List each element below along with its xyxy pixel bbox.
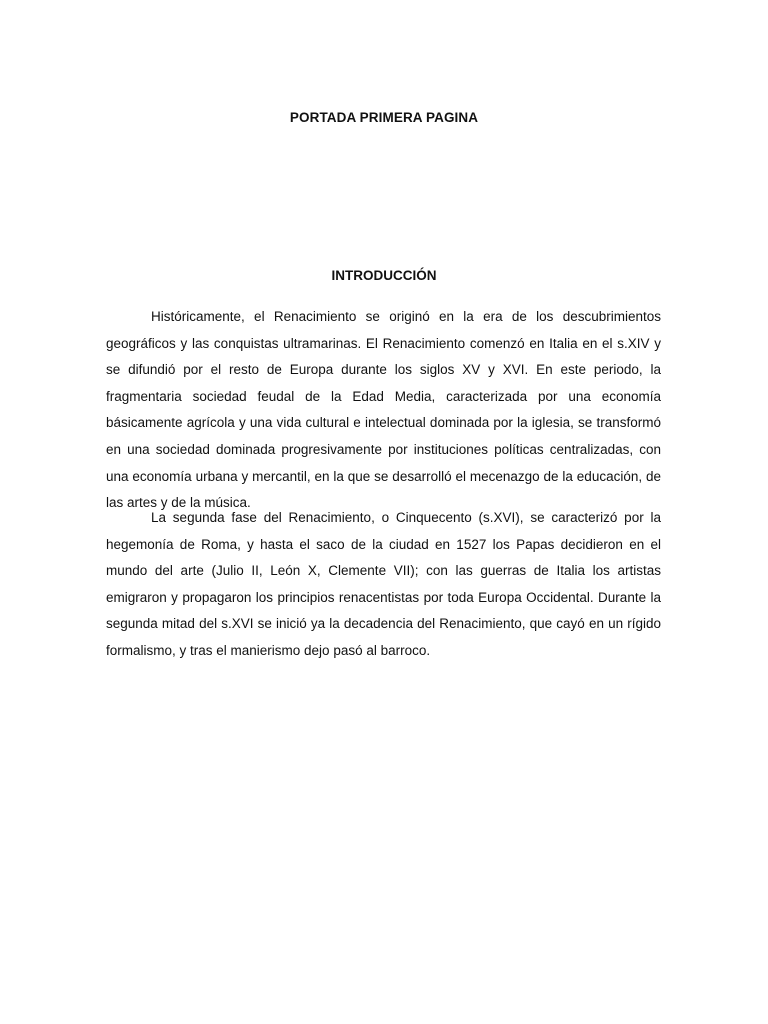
section-title: INTRODUCCIÓN: [331, 268, 437, 283]
cover-title: PORTADA PRIMERA PAGINA: [289, 110, 479, 125]
body-paragraph-1: Históricamente, el Renacimiento se originó en la era de los descubrimientos geográficos y las conquistas ultramarinas. El Renacimiento comenzó en Italia en el s.XIV y se difundió por el resto de Europa durante los siglos XV y XVI. En este periodo, la fragmentaria sociedad feudal de la Edad Media, caracterizada por una economía básicamente agrícola y una vida cultural e intelectual dominada por la iglesia, se transformó en una sociedad dominada progresivamente por instituciones políticas centralizadas, con una economía urbana y mercantil, en la que se desarrolló el mecenazgo de la educación, de las artes y de la música.: [106, 309, 661, 511]
body-paragraph-2: La segunda fase del Renacimiento, o Cinquecento (s.XVI), se caracterizó por la hegemonía de Roma, y hasta el saco de la ciudad en 1527 los Papas decidieron en el mundo del arte (Julio II, León X, Clemente VII); con las guerras de Italia los artistas emigraron y propagaron los principios renacentistas por toda Europa Occidental. Durante la segunda mitad del s.XVI se inició ya la decadencia del Renacimiento, que cayó en un rígido formalismo, y tras el manierismo dejo pasó al barroco.: [106, 510, 661, 658]
